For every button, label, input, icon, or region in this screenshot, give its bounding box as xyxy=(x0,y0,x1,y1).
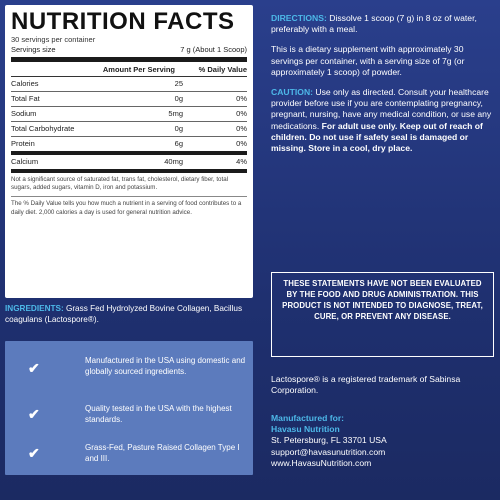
ingredients-text xyxy=(5,303,255,325)
nutrient-dv: 0% xyxy=(236,94,247,103)
support-email: support@havasunutrition.com xyxy=(271,446,386,457)
directions-text: Dissolve 1 scoop (7 g) in 8 oz of water, preferably with a meal. xyxy=(271,13,477,35)
nutrient-amount: 5mg xyxy=(168,109,183,118)
nutrient-dv: 0% xyxy=(236,124,247,133)
nutrient-amount: 6g xyxy=(174,139,183,148)
directions-label: DIRECTIONS: xyxy=(271,13,327,23)
nutrition-column-headers xyxy=(11,62,247,77)
checklist-text: Quality tested in the USA with the highest standards. xyxy=(85,404,232,424)
nutrient-name: Total Fat xyxy=(11,94,40,103)
checkmark-icon: ✔ xyxy=(28,445,40,461)
amount-header: Amount Per Serving xyxy=(102,65,175,74)
nutrient-row xyxy=(11,77,247,92)
caution-text: Use only as directed. Consult your healthcare provider before use if you are contemplating pregnancy, pregnant, nursing, have any medical condition, or use any medications. xyxy=(271,87,492,131)
nutrient-amount: 25 xyxy=(174,79,183,88)
caution-bold-text: For adult use only. Keep out of reach of children. Do not use if safety seal is damaged or missing. Store in a cool, dry place. xyxy=(271,120,483,154)
supplement-text: This is a dietary supplement with approximately 30 servings per container, with a serving size of 7g (or approximately 1 scoop) of powder. xyxy=(271,44,465,77)
checklist-text: Grass-Fed, Pasture Raised Collagen Type I and III. xyxy=(85,443,240,463)
nutrient-name: Protein xyxy=(11,139,35,148)
nutrient-amount: 0g xyxy=(174,94,183,103)
ingredients-label: INGREDIENTS: xyxy=(5,304,64,313)
serving-size-row xyxy=(11,45,247,55)
nutrient-amount: 0g xyxy=(174,124,183,133)
fda-statement: THESE STATEMENTS HAVE NOT BEEN EVALUATED BY THE FOOD AND DRUG ADMINISTRATION. THIS PRODUCT IS NOT INTENDED TO DIAGNOSE, TREAT, CURE, OR PREVENT ANY DISEASE. xyxy=(271,272,494,357)
nutrition-facts-panel xyxy=(5,5,253,298)
checkmark-icon: ✔ xyxy=(28,360,40,376)
daily-value-header: % Daily Value xyxy=(198,65,247,74)
nutrient-name: Calories xyxy=(11,79,39,88)
serving-size-label: Servings size xyxy=(11,45,56,54)
checkmark-icon: ✔ xyxy=(28,406,40,422)
directions xyxy=(271,13,496,35)
manufacturer-address: St. Petersburg, FL 33701 USA xyxy=(271,435,387,446)
caution-label: CAUTION: xyxy=(271,87,314,98)
manufacturer-label: Manufactured for: xyxy=(271,413,345,423)
nutrient-name: Total Carbohydrate xyxy=(11,124,75,133)
nutrient-dv: 0% xyxy=(236,109,247,118)
nutrient-name: Calcium xyxy=(11,157,39,166)
nutrient-dv xyxy=(183,77,247,91)
servings-per-container: 30 servings per container xyxy=(11,35,96,44)
serving-size-value: 7 g (About 1 Scoop) xyxy=(180,45,247,54)
nutrient-dv: 4% xyxy=(236,157,247,166)
calcium-row xyxy=(11,155,247,173)
feature-checklist xyxy=(5,341,253,475)
nutrient-row xyxy=(11,92,247,107)
nutrient-name: Sodium xyxy=(11,109,37,118)
manufacturer-info xyxy=(271,413,496,469)
nutrition-title: NUTRITION FACTS xyxy=(11,8,235,35)
trademark-notice: Lactospore® is a registered trademark of Sabinsa Corporation. xyxy=(271,374,461,396)
nutrient-row xyxy=(11,137,247,155)
nutrition-footnote: Not a significant source of saturated fat, trans fat, cholesterol, dietary fiber, total sugars, added sugars, vitamin D, iron and potassium. xyxy=(11,176,229,192)
website: www.HavasuNutrition.com xyxy=(271,457,372,468)
manufacturer-name: Havasu Nutrition xyxy=(271,424,340,435)
right-column xyxy=(271,13,496,163)
ingredients-list: Grass Fed Hydrolyzed Bovine Collagen, Bacillus coagulans (Lactospore®). xyxy=(5,304,243,324)
nutrient-amount: 40mg xyxy=(164,157,183,166)
checklist-text: Manufactured in the USA using domestic and globally sourced ingredients. xyxy=(85,356,246,376)
nutrient-row xyxy=(11,122,247,137)
caution xyxy=(271,87,496,154)
nutrient-row xyxy=(11,107,247,122)
daily-value-footnote: The % Daily Value tells you how much a nutrient in a serving of food contributes to a daily diet. 2,000 calories a day is used for general nutrition advice. xyxy=(11,196,247,216)
nutrient-dv: 0% xyxy=(236,139,247,148)
